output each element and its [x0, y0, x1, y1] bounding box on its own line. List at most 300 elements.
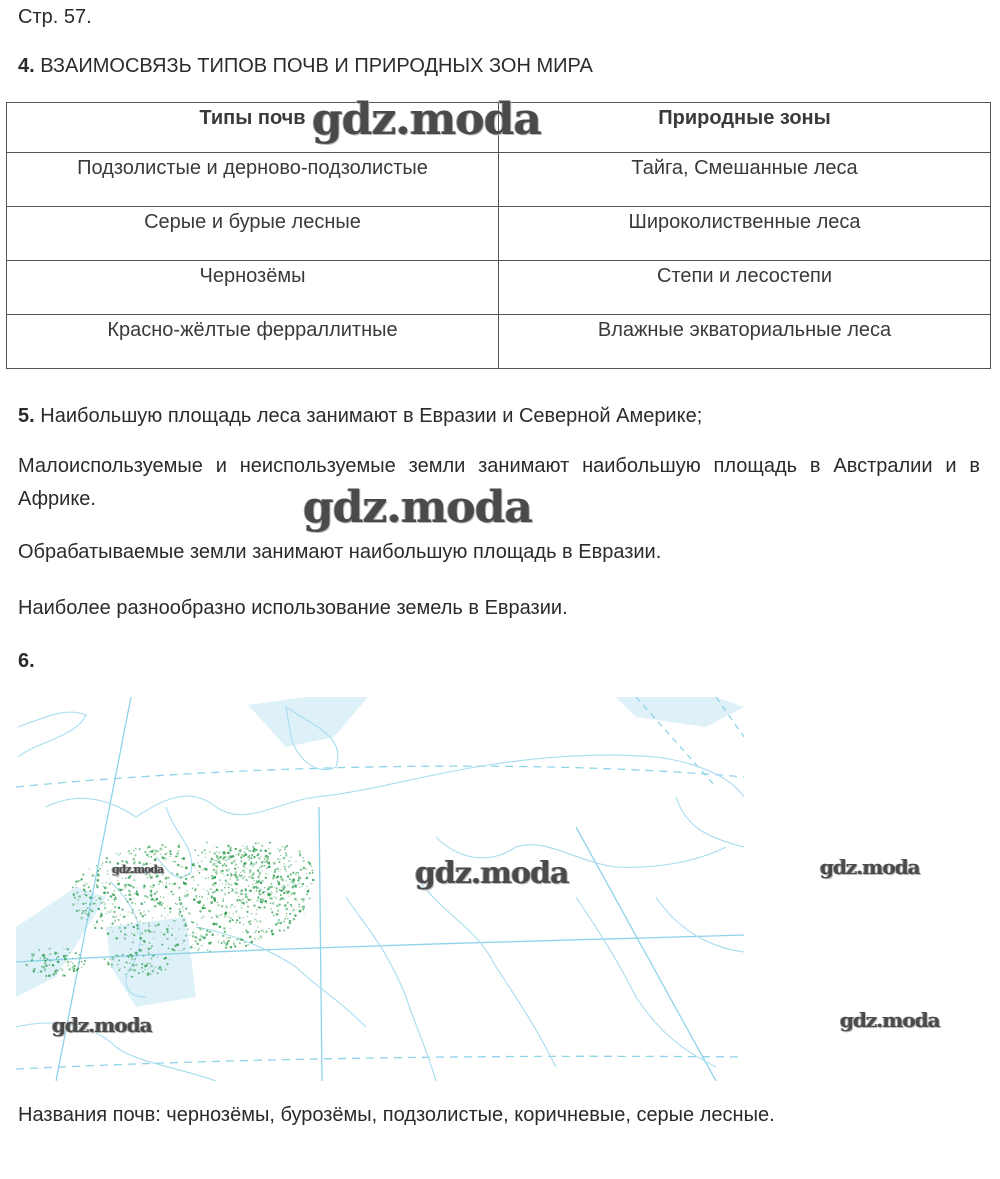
soil-dot	[243, 898, 244, 899]
soil-dot	[192, 944, 193, 945]
soil-dot	[216, 860, 217, 861]
soil-dot	[301, 906, 302, 907]
soil-dot	[222, 900, 224, 902]
soil-dot	[216, 855, 219, 858]
soil-dot	[274, 871, 276, 873]
soil-dot	[67, 960, 68, 961]
soil-dot	[154, 925, 157, 928]
soil-dot	[236, 888, 237, 889]
soil-dot	[164, 934, 166, 936]
soil-dot	[171, 891, 173, 893]
soil-dot	[195, 940, 197, 942]
soil-dot	[211, 877, 213, 879]
soil-dot	[222, 914, 223, 915]
soil-dot	[265, 930, 268, 933]
soil-dot	[81, 967, 82, 968]
soil-dot	[199, 910, 201, 912]
soil-dot	[77, 899, 79, 901]
soil-dot	[69, 969, 70, 970]
soil-dot	[66, 948, 68, 950]
soil-dot	[206, 890, 207, 891]
soil-dot	[232, 919, 234, 921]
soil-dot	[277, 914, 279, 916]
soil-dot	[174, 883, 176, 885]
soil-dot	[95, 897, 96, 898]
soil-dot	[148, 923, 149, 924]
soil-dot	[227, 859, 228, 860]
soil-dot	[127, 901, 129, 903]
soil-dot	[306, 886, 307, 887]
soil-dot	[277, 858, 278, 859]
soil-dot	[220, 872, 221, 873]
soil-dot	[182, 907, 183, 908]
soil-dot	[302, 908, 304, 910]
soil-dot	[86, 913, 89, 916]
watermark-logo: gdz.moda	[112, 863, 164, 876]
soil-dot	[157, 850, 159, 852]
soil-dot	[228, 887, 230, 889]
soil-dot	[246, 848, 248, 850]
soil-dot	[149, 942, 151, 944]
soil-dot	[243, 917, 244, 918]
soil-dot	[114, 906, 116, 908]
soil-dot	[131, 933, 132, 934]
soil-dot	[310, 883, 312, 885]
soil-dot	[55, 969, 58, 972]
soil-dot	[80, 955, 81, 956]
task4-heading	[18, 55, 593, 78]
soil-dot	[99, 868, 101, 870]
soil-dot	[298, 904, 300, 906]
soil-dot	[202, 916, 204, 918]
soil-dot	[215, 869, 217, 871]
soil-dot	[108, 899, 109, 900]
soil-dot	[283, 921, 285, 923]
soil-dot	[275, 923, 278, 926]
soil-dot	[253, 856, 255, 858]
watermark-logo: gdz.moda	[415, 856, 569, 891]
soil-dot	[192, 864, 195, 867]
soil-dot	[258, 890, 260, 892]
soil-dot	[39, 957, 41, 959]
soil-dot	[245, 896, 247, 898]
soil-dot	[309, 897, 311, 899]
soil-dot	[179, 928, 181, 930]
soil-dot	[187, 895, 188, 896]
soil-dot	[235, 854, 236, 855]
soil-dot	[278, 883, 280, 885]
soil-dot	[175, 938, 176, 939]
soil-dot	[259, 874, 260, 875]
soil-dot	[261, 930, 262, 931]
soil-dot	[278, 906, 279, 907]
soil-dot	[235, 891, 237, 893]
soil-dot	[284, 904, 287, 907]
soil-dot	[252, 850, 255, 853]
soil-dot	[117, 883, 120, 886]
soil-dot	[299, 853, 301, 855]
soil-dot	[219, 925, 222, 928]
soil-dot	[203, 850, 204, 851]
soil-dot	[240, 900, 242, 902]
soil-dot	[56, 958, 57, 959]
soil-dot	[260, 849, 263, 852]
soil-dot	[205, 853, 206, 854]
soil-dot	[135, 903, 136, 904]
soil-dot	[280, 855, 281, 856]
soil-dot	[264, 858, 266, 860]
soil-dot	[230, 878, 231, 879]
soil-dot	[249, 859, 250, 860]
soil-dot	[290, 873, 292, 875]
soil-dot	[269, 863, 270, 864]
soil-dot	[201, 897, 202, 898]
soil-dot	[256, 881, 259, 884]
soil-dot	[122, 878, 123, 879]
soil-dot	[105, 861, 107, 863]
soil-dot	[169, 883, 171, 885]
soil-dot	[201, 945, 202, 946]
soil-dot	[301, 886, 302, 887]
soil-dot	[195, 936, 197, 938]
soil-dot	[106, 882, 107, 883]
soil-dot	[202, 906, 203, 907]
soil-dot	[131, 923, 132, 924]
soil-dot	[280, 878, 283, 881]
soil-dot	[201, 918, 202, 919]
soil-dot	[113, 911, 115, 913]
soil-dot	[252, 866, 253, 867]
soil-dot	[204, 907, 206, 909]
soil-dot	[214, 882, 217, 885]
soil-cell: Подзолистые и дерново-подзолистые	[7, 153, 499, 207]
soil-dot	[259, 907, 261, 909]
soil-dot	[72, 963, 73, 964]
soil-dot	[147, 963, 149, 965]
soil-dot	[144, 929, 147, 932]
soil-dot	[279, 889, 281, 891]
soil-dot	[77, 902, 78, 903]
soil-dot	[249, 877, 250, 878]
soil-dot	[236, 883, 239, 886]
soil-dot	[248, 885, 249, 886]
soil-dot	[77, 955, 78, 956]
soil-dot	[199, 896, 200, 897]
soil-dot	[242, 893, 244, 895]
soil-dot	[276, 868, 279, 871]
soil-dot	[271, 897, 273, 899]
soil-dot	[83, 889, 86, 892]
soil-dot	[250, 857, 252, 859]
soil-dot	[278, 871, 279, 872]
soil-dot	[253, 863, 256, 866]
soil-dot	[224, 887, 225, 888]
soil-dot	[254, 918, 256, 920]
soil-dot	[299, 910, 302, 913]
soil-dot	[271, 883, 273, 885]
soil-dot	[89, 868, 90, 869]
zone-cell: Тайга, Смешанные леса	[499, 153, 991, 207]
soil-dot	[249, 890, 252, 893]
soil-dot	[228, 892, 230, 894]
soil-dot	[309, 872, 311, 874]
soil-dot	[134, 893, 135, 894]
soil-dot	[110, 895, 113, 898]
soil-dot	[269, 886, 270, 887]
soil-dot	[227, 940, 230, 943]
soil-dot	[211, 895, 213, 897]
soil-dot	[222, 864, 224, 866]
soil-dot	[245, 889, 248, 892]
soil-dot	[208, 893, 210, 895]
soil-dot	[187, 928, 189, 930]
soil-dot	[224, 916, 226, 918]
soil-dot	[154, 906, 156, 908]
soil-dot	[192, 887, 194, 889]
soil-dot	[178, 913, 180, 915]
soil-dot	[184, 895, 187, 898]
soil-dot	[129, 968, 132, 971]
soil-dot	[144, 901, 146, 903]
soil-dot	[283, 892, 285, 894]
soil-dot	[259, 872, 261, 874]
soil-dot	[84, 882, 85, 883]
soil-dot	[127, 915, 128, 916]
soil-dot	[133, 850, 134, 851]
soil-dot	[245, 877, 246, 878]
soil-dot	[147, 877, 149, 879]
soil-dot	[73, 965, 75, 967]
soil-dot	[172, 883, 174, 885]
soil-dot	[86, 883, 88, 885]
soil-dot	[96, 886, 99, 889]
soil-dot	[132, 976, 133, 977]
soil-dot	[299, 882, 300, 883]
soil-dot	[82, 903, 84, 905]
soil-dot	[127, 924, 129, 926]
soil-dot	[41, 966, 42, 967]
soil-dot	[290, 879, 291, 880]
soil-dot	[137, 927, 139, 929]
soil-dot	[96, 865, 97, 866]
soil-dot	[225, 880, 227, 882]
soil-dot	[198, 948, 200, 950]
soil-dot	[214, 886, 215, 887]
soil-dot	[264, 861, 266, 863]
soil-dot	[265, 891, 266, 892]
soil-dot	[290, 864, 292, 866]
soil-dot	[203, 936, 206, 939]
soil-dot	[167, 938, 169, 940]
soil-dot	[128, 957, 129, 958]
soil-dot	[176, 873, 179, 876]
soil-dot	[266, 903, 267, 904]
soil-dot	[139, 937, 142, 940]
soil-dot	[222, 935, 224, 937]
soil-dot	[242, 899, 244, 901]
soil-dot	[151, 932, 152, 933]
soil-dot	[240, 889, 242, 891]
soil-dot	[133, 926, 135, 928]
soil-dot	[80, 878, 82, 880]
soil-dot	[114, 919, 116, 921]
soil-dot	[310, 865, 312, 867]
soil-dot	[176, 903, 178, 905]
soil-dot	[117, 964, 118, 965]
soil-dot	[119, 968, 121, 970]
soil-dot	[186, 890, 187, 891]
soil-dot	[193, 899, 194, 900]
soil-dot	[192, 876, 194, 878]
soil-dot	[279, 899, 280, 900]
soil-dot	[262, 880, 264, 882]
soil-dot	[179, 899, 181, 901]
soil-dot	[44, 957, 46, 959]
soil-dot	[143, 956, 144, 957]
soil-dot	[226, 906, 228, 908]
soil-dot	[287, 875, 289, 877]
soil-dot	[259, 893, 262, 896]
page-label: Стр. 57.	[18, 6, 92, 28]
soil-dot	[295, 861, 296, 862]
soil-dot	[253, 880, 254, 881]
soil-dot	[130, 948, 131, 949]
soil-dot	[182, 866, 184, 868]
soil-dot	[130, 853, 131, 854]
soil-dot	[144, 851, 146, 853]
zone-cell: Степи и лесостепи	[499, 261, 991, 315]
soil-dot	[294, 884, 297, 887]
soil-dot	[182, 906, 183, 907]
soil-dot	[256, 920, 258, 922]
soil-dot	[214, 891, 216, 893]
soil-dot	[132, 909, 134, 911]
task5-line2: Малоиспользуемые и неиспользуемые земли занимают наибольшую площадь в Австралии и в Африке.	[18, 455, 980, 510]
soil-dot	[155, 850, 158, 853]
soil-dot	[199, 938, 202, 941]
soil-dot	[140, 949, 142, 951]
soil-dot	[148, 925, 150, 927]
soil-dot	[164, 853, 166, 855]
soil-cell: Чернозёмы	[7, 261, 499, 315]
soil-dot	[117, 880, 118, 881]
soil-dot	[302, 905, 305, 908]
soil-dot	[205, 857, 206, 858]
soil-dot	[107, 961, 109, 963]
soil-dot	[225, 912, 228, 915]
soil-dot	[259, 879, 260, 880]
soil-dot	[126, 899, 127, 900]
soil-dot	[44, 970, 46, 972]
soil-dot	[217, 901, 219, 903]
soil-dot	[236, 919, 238, 921]
soil-dot	[250, 863, 252, 865]
soil-dot	[214, 860, 216, 862]
soil-dot	[208, 892, 210, 894]
soil-dot	[241, 908, 242, 909]
soil-dot	[225, 947, 227, 949]
soil-dot	[81, 961, 82, 962]
soil-dot	[143, 885, 145, 887]
soil-dot	[167, 906, 168, 907]
soil-dot	[245, 893, 247, 895]
soil-dot	[98, 897, 101, 900]
soil-dot	[165, 886, 167, 888]
soil-dot	[84, 912, 86, 914]
soil-dot	[82, 910, 84, 912]
soil-dot	[262, 898, 265, 901]
soil-dot	[156, 891, 158, 893]
soil-dot	[104, 958, 106, 960]
soil-dot	[162, 882, 163, 883]
soil-dot	[150, 958, 152, 960]
soil-dot	[114, 897, 116, 899]
soil-dot	[144, 969, 145, 970]
soil-dot	[222, 858, 224, 860]
soil-dot	[146, 855, 147, 856]
soil-dot	[78, 909, 80, 911]
soil-dot	[300, 869, 302, 871]
soil-dot	[284, 868, 286, 870]
soil-dot	[238, 938, 239, 939]
soil-dot	[285, 854, 288, 857]
soil-dot	[261, 861, 264, 864]
soil-dot	[303, 898, 305, 900]
soil-dot	[232, 889, 233, 890]
soil-dot	[212, 869, 215, 872]
soil-dot	[111, 963, 113, 965]
soil-dot	[107, 911, 108, 912]
soil-dot	[88, 886, 90, 888]
soil-dot	[99, 916, 101, 918]
soil-dot	[224, 875, 225, 876]
soil-dot	[239, 921, 241, 923]
soil-dot	[40, 970, 42, 972]
soil-dot	[74, 968, 75, 969]
soil-dot	[299, 887, 300, 888]
soil-dot	[101, 864, 102, 865]
soil-dot	[219, 879, 220, 880]
soil-dot	[148, 910, 149, 911]
soil-dot	[125, 894, 127, 896]
soil-dot	[274, 869, 276, 871]
soil-dot	[208, 910, 211, 913]
soil-dot	[302, 867, 305, 870]
soil-dot	[57, 960, 60, 963]
soil-dot	[225, 856, 226, 857]
soil-dot	[211, 916, 213, 918]
soil-dot	[86, 894, 88, 896]
soil-dot	[129, 853, 130, 854]
soil-dot	[297, 883, 298, 884]
soil-dot	[244, 848, 245, 849]
soil-dot	[135, 848, 137, 850]
soil-dot	[210, 859, 212, 861]
soil-dot	[70, 952, 71, 953]
soil-dot	[109, 958, 111, 960]
soil-dot	[91, 874, 94, 877]
soil-dot	[279, 861, 281, 863]
soil-dot	[252, 883, 254, 885]
soil-dot	[124, 933, 126, 935]
soil-dot	[75, 884, 76, 885]
soil-dot	[129, 898, 131, 900]
task4-number: 4.	[18, 55, 35, 77]
soil-dot	[155, 898, 158, 901]
soil-dot	[168, 877, 170, 879]
soil-dot	[31, 955, 34, 958]
soil-dot	[157, 882, 158, 883]
